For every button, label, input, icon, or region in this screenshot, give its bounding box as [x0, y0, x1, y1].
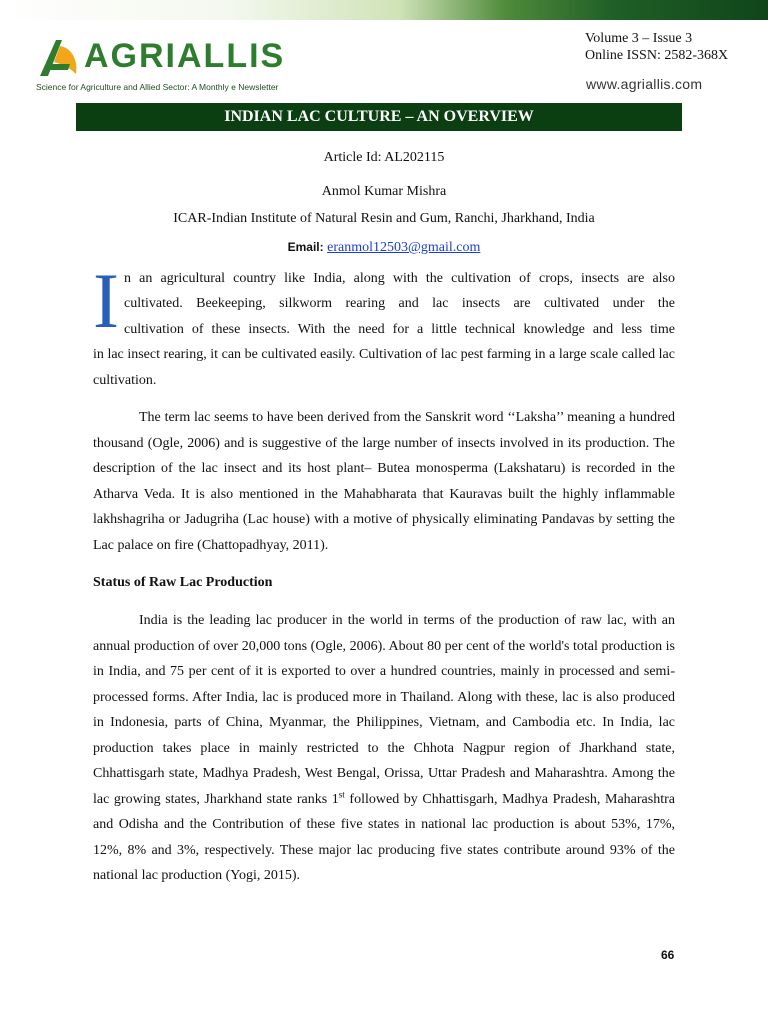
author-name: Anmol Kumar Mishra — [321, 184, 447, 199]
header-banner — [0, 0, 768, 20]
brand-name: AGRIALLIS — [84, 37, 286, 75]
dropcap-letter: I — [93, 257, 119, 344]
email-label: Email: — [287, 240, 324, 254]
issue-info — [585, 30, 728, 64]
dropcap — [93, 257, 123, 344]
intro-paragraph-rest: in lac insect rearing, it can be cultivated easily. Cultivation of lac pest farming in a large scale called lac cultivation. — [93, 347, 675, 388]
agriallis-logo — [36, 36, 336, 96]
intro-line-3: cultivation of these insects. With the need for a little technical knowledge and less time — [124, 322, 675, 337]
brand-tagline: Science for Agriculture and Allied Sector: A Monthly e Newsletter — [36, 82, 279, 92]
website-url: www.agriallis.com — [586, 76, 703, 92]
email-link[interactable]: eranmol12503@gmail.com — [327, 240, 481, 255]
volume-issue: Volume 3 – Issue 3 — [585, 31, 693, 46]
intro-line-2: cultivated. Beekeeping, silkworm rearing and lac insects are cultivated under the — [124, 296, 675, 311]
author-affiliation: ICAR-Indian Institute of Natural Resin and Gum, Ranchi, Jharkhand, India — [173, 211, 595, 226]
page-number: 66 — [661, 948, 675, 962]
section-heading: Status of Raw Lac Production — [93, 575, 273, 590]
article-title: INDIAN LAC CULTURE – AN OVERVIEW — [76, 103, 682, 131]
paragraph-raw-lac-production: India is the leading lac producer in the world in terms of the production of raw lac, with an annual production of over 20,000 tons (Ogle, 2006). About 80 per cent of the world's total production is in India, and 75 per cent of it is exported to over a hundred countries, mainly in processed and semi-processed forms. After India, lac is produced more in Thailand. Along with these, lac is also produced in Indonesia, parts of China, Myanmar, the Philippines, Vietnam, and Cambodia etc. In India, lac production takes place in mainly restricted to the Chhota Nagpur region of Jharkhand state, Chhattisgarh state, Madhya Pradesh, West Bengal, Orissa, Uttar Pradesh and Maharashtra. Among the lac growing states, Jharkhand state ranks 1st followed by Chhattisgarh, Madhya Pradesh, Maharashtra and Odisha and the Contribution of these five states in national lac production is about 53%, 17%, 12%, 8% and 3%, respectively. These major lac producing five states contribute around 93% of the national lac production (Yogi, 2015). — [93, 613, 675, 883]
intro-line-1: n an agricultural country like India, along with the cultivation of crops, insects are also — [124, 271, 675, 286]
logo-leaf-icon — [36, 36, 80, 78]
online-issn: Online ISSN: 2582-368X — [585, 48, 729, 63]
paragraph-lac-origin: The term lac seems to have been derived from the Sanskrit word ‘‘Laksha’’ meaning a hundred thousand (Ogle, 2006) and is suggestive of the large number of insects involved in its production. The description of the lac insect and its host plant– Butea monosperma (Lakshataru) is recorded in the Atharva Veda. It is also mentioned in the Mahabharata that Kauravas built the highly inflammable lakhshagriha or Jadugriha (Lac house) with a motive of physically eliminating Pandavas by setting the Lac palace on fire (Chattopadhyay, 2011). — [93, 410, 675, 553]
article-id: Article Id: AL202115 — [323, 150, 445, 165]
author-email — [0, 240, 768, 256]
